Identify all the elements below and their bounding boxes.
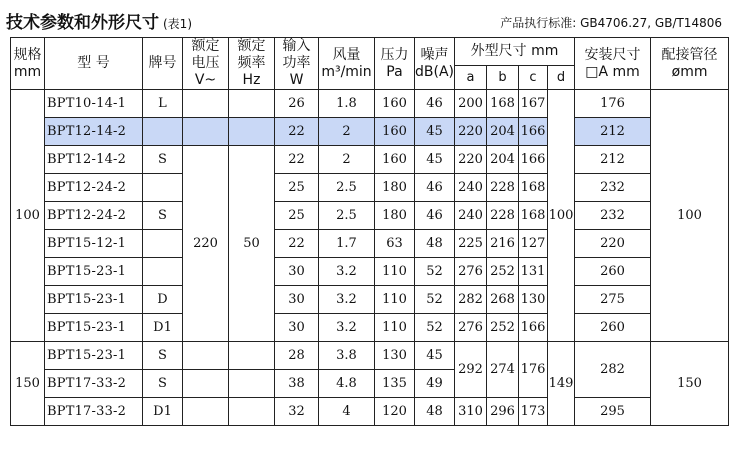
header-dim-a: a	[455, 66, 487, 90]
cell-flow: 2.5	[319, 174, 375, 202]
cell-brand: S	[143, 146, 183, 174]
cell-brand	[143, 258, 183, 286]
cell-spec-group: 150	[11, 342, 45, 426]
table-row	[11, 314, 729, 342]
cell-noise: 45	[415, 342, 455, 370]
cell-pipe: 150	[651, 342, 729, 426]
cell-install: 260	[575, 258, 651, 286]
cell-flow: 3.2	[319, 258, 375, 286]
cell-dim-b: 228	[487, 202, 519, 230]
cell-power: 38	[275, 370, 319, 398]
cell-flow: 3.2	[319, 286, 375, 314]
cell-install: 220	[575, 230, 651, 258]
cell-model: BPT10-14-1	[45, 90, 143, 118]
header-pressure: 压力 Pa	[375, 38, 415, 90]
cell-flow: 2	[319, 146, 375, 174]
table-row	[11, 258, 729, 286]
table-row	[11, 342, 729, 370]
cell-power: 28	[275, 342, 319, 370]
cell-brand: S	[143, 342, 183, 370]
cell-install: 295	[575, 398, 651, 426]
cell-noise: 52	[415, 286, 455, 314]
cell-flow: 4	[319, 398, 375, 426]
cell-frequency: 50	[229, 146, 275, 342]
cell-frequency	[229, 118, 275, 146]
header-flow: 风量 m³/min	[319, 38, 375, 90]
cell-install: 260	[575, 314, 651, 342]
spec-table	[10, 37, 729, 426]
table-body	[11, 90, 729, 426]
cell-dim-c: 173	[519, 398, 548, 426]
cell-dim-b: 252	[487, 314, 519, 342]
table-row	[11, 202, 729, 230]
cell-flow: 4.8	[319, 370, 375, 398]
cell-model: BPT15-23-1	[45, 314, 143, 342]
cell-flow: 2	[319, 118, 375, 146]
cell-noise: 45	[415, 118, 455, 146]
cell-power: 22	[275, 230, 319, 258]
cell-pressure: 180	[375, 202, 415, 230]
table-row	[11, 146, 729, 174]
cell-spec-group: 100	[11, 90, 45, 342]
cell-pressure: 160	[375, 146, 415, 174]
cell-brand: D	[143, 286, 183, 314]
cell-noise: 48	[415, 398, 455, 426]
cell-dim-c: 166	[519, 314, 548, 342]
header-spec: 规格 mm	[11, 38, 45, 90]
header-dim-c: c	[519, 66, 548, 90]
title-text: 技术参数和外形尺寸	[6, 13, 159, 33]
cell-noise: 45	[415, 146, 455, 174]
cell-frequency	[229, 342, 275, 370]
cell-brand: D1	[143, 398, 183, 426]
cell-power: 30	[275, 286, 319, 314]
standard-note: 产品执行标准: GB4706.27, GB/T14806	[500, 16, 722, 30]
cell-dim-c: 166	[519, 118, 548, 146]
cell-frequency	[229, 370, 275, 398]
table-note: (表1)	[163, 17, 192, 31]
cell-dim-a: 220	[455, 146, 487, 174]
cell-frequency	[229, 90, 275, 118]
cell-voltage	[183, 398, 229, 426]
cell-brand	[143, 174, 183, 202]
cell-dim-b: 168	[487, 90, 519, 118]
table-row	[11, 398, 729, 426]
cell-model: BPT15-12-1	[45, 230, 143, 258]
cell-model: BPT17-33-2	[45, 398, 143, 426]
cell-pressure: 120	[375, 398, 415, 426]
cell-dim-c: 131	[519, 258, 548, 286]
cell-model: BPT12-24-2	[45, 202, 143, 230]
cell-voltage	[183, 342, 229, 370]
cell-model: BPT12-14-2	[45, 146, 143, 174]
table-row	[11, 286, 729, 314]
cell-dim-b: 204	[487, 146, 519, 174]
cell-flow: 1.8	[319, 90, 375, 118]
cell-install: 176	[575, 90, 651, 118]
cell-dim-a: 240	[455, 202, 487, 230]
cell-power: 25	[275, 202, 319, 230]
cell-brand: D1	[143, 314, 183, 342]
cell-power: 22	[275, 118, 319, 146]
cell-noise: 46	[415, 174, 455, 202]
header-row	[11, 38, 729, 66]
cell-dim-a: 200	[455, 90, 487, 118]
cell-dim-b: 268	[487, 286, 519, 314]
cell-pressure: 110	[375, 286, 415, 314]
cell-pressure: 135	[375, 370, 415, 398]
cell-dim-b: 274	[487, 342, 519, 398]
cell-dim-b: 216	[487, 230, 519, 258]
cell-noise: 52	[415, 258, 455, 286]
cell-brand: L	[143, 90, 183, 118]
cell-model: BPT17-33-2	[45, 370, 143, 398]
cell-dim-c: 127	[519, 230, 548, 258]
cell-dim-a: 220	[455, 118, 487, 146]
cell-dim-c: 176	[519, 342, 548, 398]
cell-dim-b: 228	[487, 174, 519, 202]
cell-dim-a: 276	[455, 258, 487, 286]
cell-dim-c: 130	[519, 286, 548, 314]
cell-pressure: 160	[375, 118, 415, 146]
page-title	[6, 8, 192, 33]
cell-model: BPT15-23-1	[45, 342, 143, 370]
cell-pressure: 160	[375, 90, 415, 118]
cell-dim-a: 310	[455, 398, 487, 426]
header-voltage: 额定 电压 V~	[183, 38, 229, 90]
cell-power: 32	[275, 398, 319, 426]
header-brand: 牌号	[143, 38, 183, 90]
cell-brand: S	[143, 370, 183, 398]
cell-voltage	[183, 90, 229, 118]
cell-voltage	[183, 370, 229, 398]
cell-power: 30	[275, 314, 319, 342]
cell-power: 22	[275, 146, 319, 174]
cell-pressure: 63	[375, 230, 415, 258]
header-model: 型 号	[45, 38, 143, 90]
cell-dim-a: 240	[455, 174, 487, 202]
header-pipe: 配接管径 ømm	[651, 38, 729, 90]
header-noise: 噪声 dB(A)	[415, 38, 455, 90]
cell-dim-a: 225	[455, 230, 487, 258]
header-dim-b: b	[487, 66, 519, 90]
cell-pressure: 180	[375, 174, 415, 202]
cell-install: 212	[575, 118, 651, 146]
cell-voltage	[183, 118, 229, 146]
cell-install: 212	[575, 146, 651, 174]
table-row	[11, 90, 729, 118]
cell-noise: 46	[415, 90, 455, 118]
cell-flow: 3.2	[319, 314, 375, 342]
cell-dim-a: 292	[455, 342, 487, 398]
cell-dim-d: 149	[548, 342, 575, 426]
header-dimensions: 外型尺寸 mm	[455, 38, 575, 66]
header-power: 输入 功率 W	[275, 38, 319, 90]
table-row	[11, 174, 729, 202]
cell-model: BPT15-23-1	[45, 258, 143, 286]
cell-dim-c: 168	[519, 174, 548, 202]
cell-noise: 52	[415, 314, 455, 342]
cell-install: 282	[575, 342, 651, 398]
cell-noise: 48	[415, 230, 455, 258]
cell-install: 232	[575, 202, 651, 230]
cell-dim-b: 296	[487, 398, 519, 426]
cell-power: 25	[275, 174, 319, 202]
cell-dim-a: 276	[455, 314, 487, 342]
cell-dim-c: 166	[519, 146, 548, 174]
table-row	[11, 230, 729, 258]
cell-model: BPT12-24-2	[45, 174, 143, 202]
cell-install: 275	[575, 286, 651, 314]
cell-frequency	[229, 398, 275, 426]
cell-dim-c: 167	[519, 90, 548, 118]
cell-pressure: 110	[375, 258, 415, 286]
cell-pipe: 100	[651, 90, 729, 342]
cell-brand: S	[143, 202, 183, 230]
cell-dim-b: 252	[487, 258, 519, 286]
header-frequency: 额定 频率 Hz	[229, 38, 275, 90]
cell-noise: 46	[415, 202, 455, 230]
cell-flow: 3.8	[319, 342, 375, 370]
cell-power: 26	[275, 90, 319, 118]
header-dim-d: d	[548, 66, 575, 90]
cell-install: 232	[575, 174, 651, 202]
cell-dim-d: 100	[548, 90, 575, 342]
header-install: 安装尺寸 □A mm	[575, 38, 651, 90]
cell-flow: 2.5	[319, 202, 375, 230]
cell-power: 30	[275, 258, 319, 286]
cell-noise: 49	[415, 370, 455, 398]
cell-flow: 1.7	[319, 230, 375, 258]
cell-model: BPT15-23-1	[45, 286, 143, 314]
cell-model: BPT12-14-2	[45, 118, 143, 146]
cell-dim-a: 282	[455, 286, 487, 314]
cell-pressure: 130	[375, 342, 415, 370]
cell-dim-b: 204	[487, 118, 519, 146]
cell-voltage: 220	[183, 146, 229, 342]
table-row	[11, 118, 729, 146]
cell-brand	[143, 118, 183, 146]
cell-brand	[143, 230, 183, 258]
cell-dim-c: 168	[519, 202, 548, 230]
cell-pressure: 110	[375, 314, 415, 342]
